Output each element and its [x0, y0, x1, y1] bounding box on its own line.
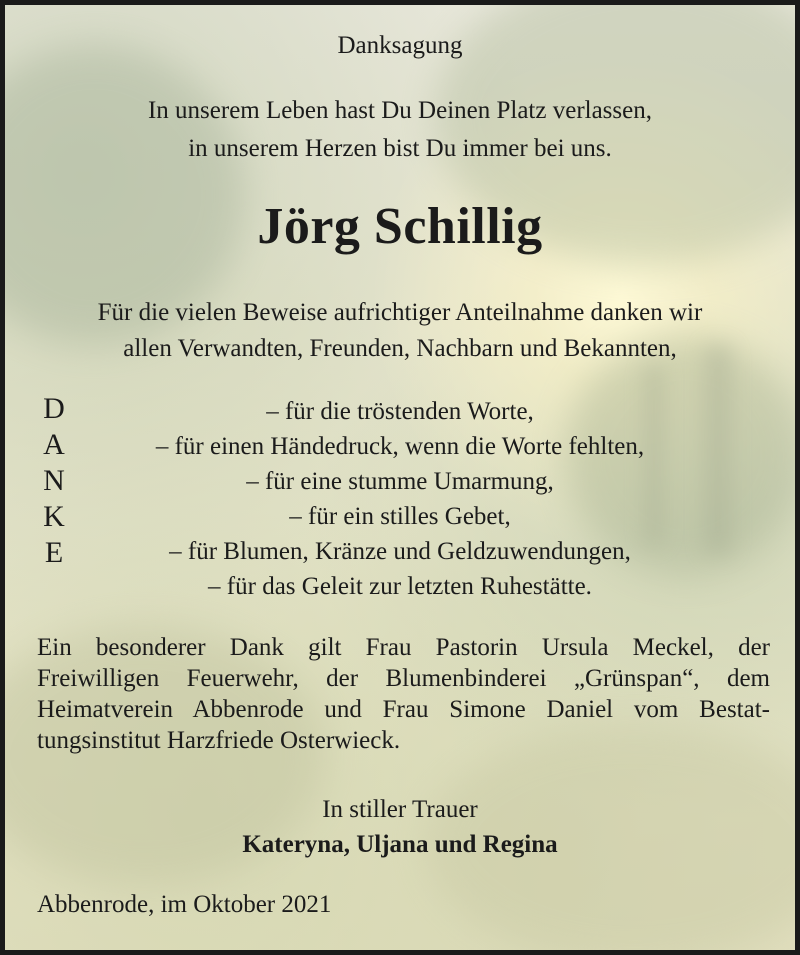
- reason-item: – für eine stumme Umarmung,: [246, 468, 554, 495]
- reason-item: – für einen Händedruck, wenn die Worte fehlten,: [155, 433, 645, 460]
- danke-letter: D: [43, 392, 65, 425]
- reason-item: – für Blumen, Kränze und Geldzuwendungen,: [169, 538, 631, 565]
- special-thanks-paragraph: [37, 632, 770, 756]
- verse-line: In unserem Leben hast Du Deinen Platz verlassen,: [147, 97, 652, 124]
- reason-item: – für ein stilles Gebet,: [289, 503, 511, 530]
- danke-letter: N: [43, 464, 65, 497]
- place-date: Abbenrode, im Oktober 2021: [37, 891, 332, 918]
- deceased-name: Jörg Schillig: [257, 198, 543, 255]
- danke-letter: A: [43, 428, 65, 461]
- danke-letter: K: [43, 500, 65, 533]
- thanks-intro-line: Für die vielen Beweise aufrichtiger Anteilnahme danken wir: [97, 299, 703, 326]
- special-thanks-line: tungsinstitut Harzfriede Osterwieck.: [37, 727, 401, 754]
- thanks-intro-line: allen Verwandten, Freunden, Nachbarn und Bekannten,: [123, 335, 677, 362]
- special-thanks-line: Heimatverein Abbenrode und Frau Simone Daniel vom Bestat-: [37, 696, 770, 723]
- reason-item: – für das Geleit zur letzten Ruhestätte.: [208, 573, 592, 600]
- special-thanks-line: Ein besonderer Dank gilt Frau Pastorin Ursula Meckel, der: [37, 634, 770, 661]
- signers: Kateryna, Uljana und Regina: [242, 831, 558, 858]
- verse-line: in unserem Herzen bist Du immer bei uns.: [188, 135, 612, 162]
- special-thanks-line: Freiwilligen Feuerwehr, der Blumenbinderei „Grünspan“, dem: [37, 665, 770, 692]
- danke-letter: E: [44, 536, 64, 569]
- closing-line: In stiller Trauer: [322, 796, 478, 823]
- reason-item: – für die tröstenden Worte,: [266, 398, 534, 425]
- notice-heading: Danksagung: [337, 32, 463, 59]
